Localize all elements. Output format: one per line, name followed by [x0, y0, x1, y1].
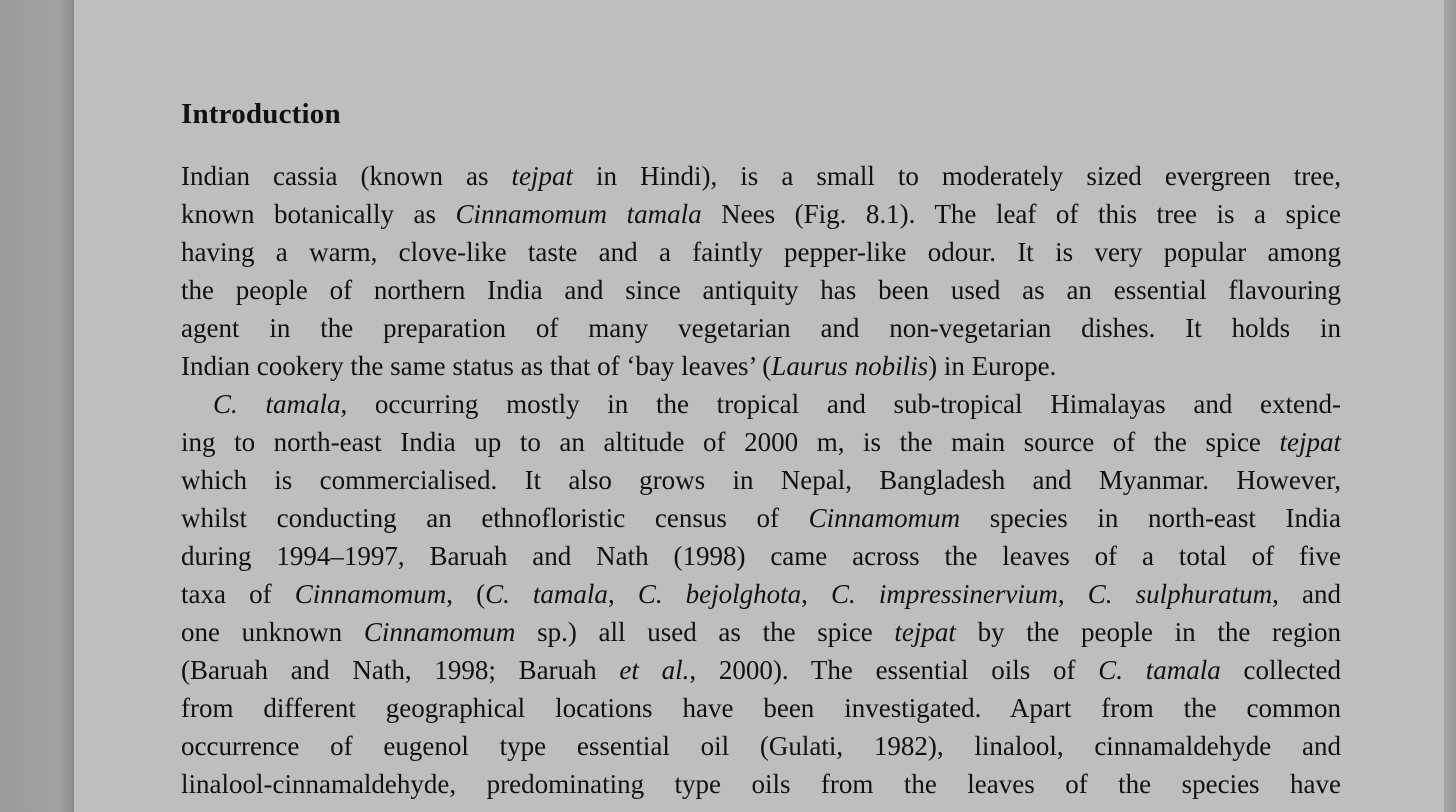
text-segment: one unknown	[181, 617, 364, 647]
text-segment: collected	[1220, 655, 1341, 685]
text-line	[181, 537, 1341, 575]
text-segment: which is commercialised. It also grows in Nepal, Bangladesh and Myanmar. However,	[181, 465, 1341, 495]
text-line	[181, 461, 1341, 499]
italic-text: Cinnamomum	[808, 503, 961, 533]
text-segment: ing to north-east India up to an altitude of 2000 m, is the main source of the spice	[181, 427, 1280, 457]
text-line	[181, 423, 1341, 461]
text-segment: having a warm, clove-like taste and a faintly pepper-like odour. It is very popular among	[181, 237, 1341, 267]
text-segment: (Baruah and Nath, 1998; Baruah	[181, 655, 620, 685]
text-line	[181, 765, 1341, 803]
text-line	[181, 157, 1341, 195]
text-segment: linalool-cinnamaldehyde, predominating type oils from the leaves of the species have	[181, 769, 1341, 799]
text-line	[181, 233, 1341, 271]
text-line	[181, 651, 1341, 689]
text-line	[181, 689, 1341, 727]
italic-text: C. impressinervium	[831, 579, 1058, 609]
italic-text: C. bejolghota	[637, 579, 802, 609]
italic-text: tejpat	[894, 617, 956, 647]
italic-text: C. tamala	[1098, 655, 1221, 685]
italic-text: Cinnamomum	[294, 579, 447, 609]
text-line	[181, 499, 1341, 537]
italic-text: Cinnamomum tamala	[455, 199, 702, 229]
text-line	[181, 613, 1341, 651]
text-segment: Indian cookery the same status as that of ‘bay leaves’ (	[181, 351, 772, 381]
text-line	[181, 195, 1341, 233]
text-segment: agent in the preparation of many vegetarian and non-vegetarian dishes. It holds in	[181, 313, 1341, 343]
text-segment: ) in Europe.	[928, 351, 1057, 381]
italic-text: C. tamala	[485, 579, 608, 609]
italic-text: C. sulphuratum	[1087, 579, 1273, 609]
viewer-left-margin	[0, 0, 73, 812]
text-segment: occurrence of eugenol type essential oil (Gulati, 1982), linalool, cinnamaldehyde and	[181, 731, 1341, 761]
text-segment: , 2000). The essential oils of	[689, 655, 1099, 685]
text-segment: , occurring mostly in the tropical and sub-tropical Himalayas and extend-	[340, 389, 1342, 419]
text-segment: Nees (Fig. 8.1). The leaf of this tree is a spice	[701, 199, 1342, 229]
italic-text: Laurus nobilis	[771, 351, 929, 381]
text-segment: ,	[1057, 579, 1088, 609]
text-segment: by the people in the region	[955, 617, 1341, 647]
text-segment: whilst conducting an ethnofloristic census of	[181, 503, 809, 533]
text-line	[181, 727, 1341, 765]
text-line	[181, 385, 1341, 423]
text-segment: species in north-east India	[960, 503, 1341, 533]
text-line	[181, 347, 1341, 385]
italic-text: C. tamala	[213, 389, 341, 419]
text-segment: ,	[801, 579, 832, 609]
italic-text: et al.	[619, 655, 690, 685]
text-segment: , (	[446, 579, 486, 609]
text-segment: sp.) all used as the spice	[515, 617, 895, 647]
viewer-right-margin	[1444, 0, 1456, 812]
italic-text: Cinnamomum	[363, 617, 516, 647]
text-line	[181, 271, 1341, 309]
text-segment: taxa of	[181, 579, 295, 609]
italic-text: tejpat	[511, 161, 573, 191]
italic-text: tejpat	[1279, 427, 1341, 457]
body-text	[181, 157, 1341, 803]
text-line	[181, 575, 1341, 613]
text-segment: , and	[1272, 579, 1342, 609]
document-page	[74, 0, 1444, 812]
text-segment: the people of northern India and since antiquity has been used as an essential flavouring	[181, 275, 1341, 305]
text-segment: ,	[607, 579, 638, 609]
text-line	[181, 309, 1341, 347]
text-segment: during 1994–1997, Baruah and Nath (1998) came across the leaves of a total of five	[181, 541, 1341, 571]
section-heading: Introduction	[181, 98, 341, 130]
text-segment: known botanically as	[181, 199, 456, 229]
text-segment: in Hindi), is a small to moderately sized evergreen tree,	[573, 161, 1341, 191]
text-segment: from different geographical locations have been investigated. Apart from the common	[181, 693, 1341, 723]
text-segment: Indian cassia (known as	[181, 161, 512, 191]
